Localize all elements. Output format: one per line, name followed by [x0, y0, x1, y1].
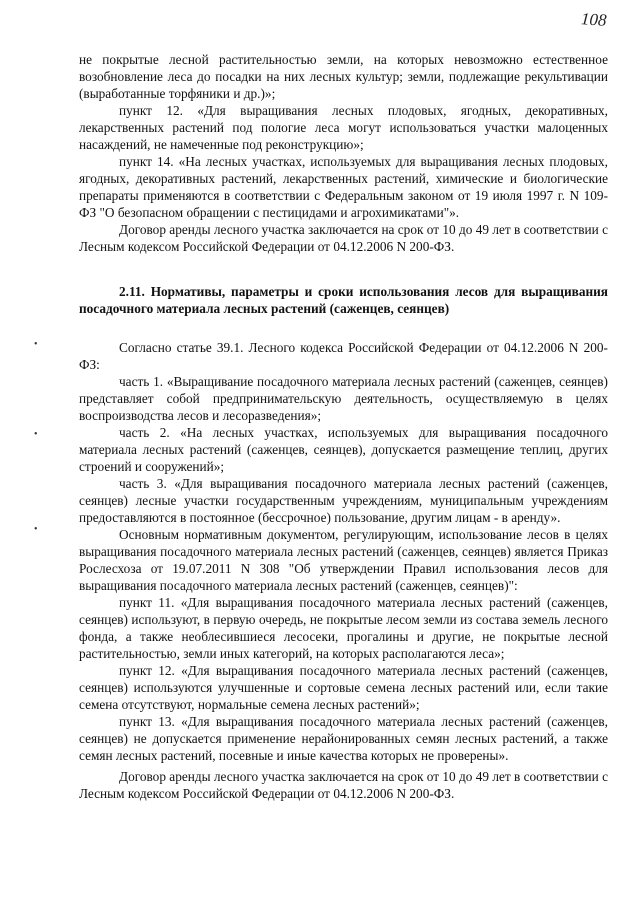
paragraph: пункт 12. «Для выращивания посадочного материала лесных растений (саженцев, сеянцев) используются улучшенные и сортовые семена лесных растений или, если такие семена отсутствуют, нормальные семена лесных растений»; — [79, 663, 608, 712]
paragraph: Основным нормативным документом, регулирующим, использование лесов в целях выращивания посадочного материала лесных растений (саженцев, сеянцев) является Приказ Рослесхоза от 19.07.2011 N 308 "Об утверждении Правил использования лесов для выращивания посадочного материала лесных растений (саженцев, сеянцев)": — [79, 527, 608, 593]
paragraph: Согласно статье 39.1. Лесного кодекса Российской Федерации от 04.12.2006 N 200-ФЗ: — [79, 340, 608, 372]
page-number: 108 — [579, 9, 607, 30]
paragraph: пункт 14. «На лесных участках, используемых для выращивания лесных плодовых, ягодных, декоративных растений, лекарственных растений, химические и биологические препараты применяются в соответствии с Федеральным законом от 19 июля 1997 г. N 109-ФЗ "О безопасном обращении с пестицидами и агрохимикатами"». — [79, 154, 608, 220]
margin-mark: • — [34, 429, 38, 440]
paragraph: пункт 11. «Для выращивания посадочного материала лесных растений (саженцев, сеянцев) используют, в первую очередь, не покрытые лесом земли из состава земель лесного фонда, а также необлесившиеся лесосеки, прогалины и другие, не покрытые лесной растительностью, земли иных категорий, на которых располагаются леса»; — [79, 595, 608, 661]
paragraph: Договор аренды лесного участка заключается на срок от 10 до 49 лет в соответствии с Лесным кодексом Российской Федерации от 04.12.2006 N 200-ФЗ. — [79, 222, 608, 254]
paragraph: пункт 13. «Для выращивания посадочного материала лесных растений (саженцев, сеянцев) не допускается применение нерайонированных семян лесных растений, а также семян лесных растений, посевные и иные качества которых не проверены». — [79, 714, 608, 763]
section-heading: 2.11. Нормативы, параметры и сроки использования лесов для выращивания посадочного материала лесных растений (саженцев, сеянцев) — [79, 284, 608, 316]
margin-mark: • — [34, 524, 38, 535]
paragraph: часть 3. «Для выращивания посадочного материала лесных растений (саженцев, сеянцев) лесные участки государственным учреждениям, муниципальным учреждениям предоставляются в постоянное (бессрочное) пользование, другим лицам - в аренду». — [79, 476, 608, 525]
document-body — [79, 51, 608, 802]
paragraph: не покрытые лесной растительностью земли, на которых невозможно естественное возобновление леса до посадки на них лесных культур; земли, подлежащие рекультивации (выработанные торфяники и др.)»; — [79, 52, 608, 101]
paragraph: часть 1. «Выращивание посадочного материала лесных растений (саженцев, сеянцев) представляет собой предпринимательскую деятельность, осуществляемую в целях воспроизводства лесов и лесоразведения»; — [79, 374, 608, 423]
paragraph: часть 2. «На лесных участках, используемых для выращивания посадочного материала лесных растений (саженцев, сеянцев), допускается размещение теплиц, других строений и сооружений»; — [79, 425, 608, 474]
margin-mark: • — [34, 339, 38, 350]
paragraph: пункт 12. «Для выращивания лесных плодовых, ягодных, декоративных, лекарственных растений под пологие леса могут использоваться участки малоценных насаждений, не намеченные под реконструкцию»; — [79, 103, 608, 152]
paragraph: Договор аренды лесного участка заключается на срок от 10 до 49 лет в соответствии с Лесным кодексом Российской Федерации от 04.12.2006 N 200-ФЗ. — [79, 769, 608, 801]
